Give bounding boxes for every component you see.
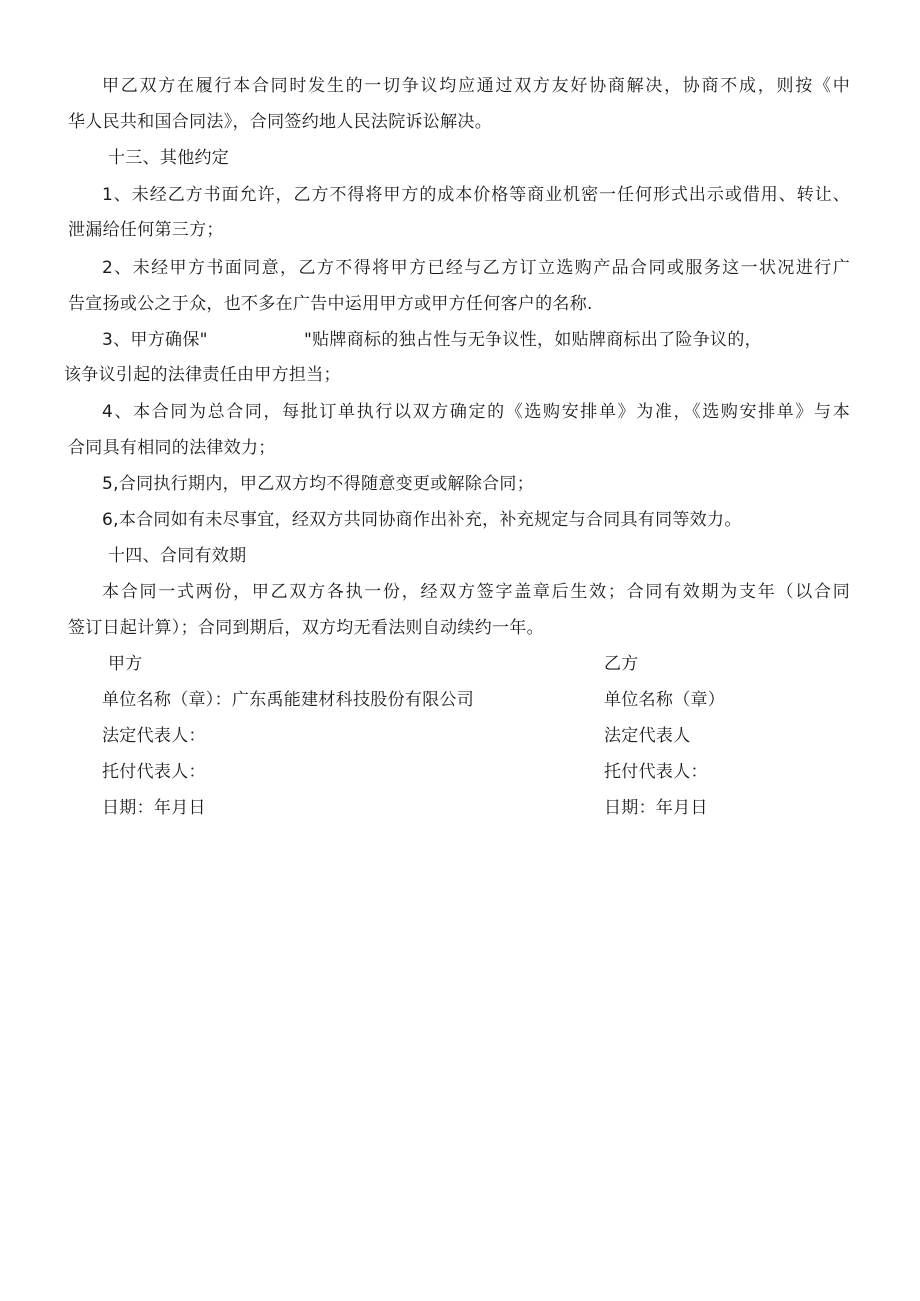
section-14-line-2: 签订日起计算）；合同到期后，双方均无看法则自动续约一年。: [68, 618, 544, 638]
party-a-unit-name: 单位名称（章）：广东禹能建材科技股份有限公司: [102, 690, 475, 710]
dispute-paragraph-line-2: 华人民共和国合同法》，合同签约地人民法院诉讼解决。: [68, 112, 492, 132]
clause-5: 5,合同执行期内，甲乙双方均不得随意变更或解除合同；: [102, 474, 535, 494]
party-b-agent: 托付代表人：: [604, 762, 708, 782]
party-a-date: 日期：年月日: [102, 798, 206, 818]
clause-1-line-1: 1、未经乙方书面允许，乙方不得将甲方的成本价格等商业机密一任何形式出示或借用、转让、: [102, 185, 850, 205]
party-a-agent: 托付代表人：: [102, 762, 206, 782]
section-13-heading: 十三、其他约定: [108, 148, 230, 168]
clause-6: 6,本合同如有未尽事宜，经双方共同协商作出补充，补充规定与合同具有同等效力。: [102, 510, 742, 530]
party-b-date: 日期：年月日: [604, 798, 708, 818]
dispute-paragraph-line-1: 甲乙双方在履行本合同时发生的一切争议均应通过双方友好协商解决，协商不成，则按《中: [102, 76, 850, 96]
clause-4-line-1: 4、本合同为总合同，每批订单执行以双方确定的《选购安排单》为准，《选购安排单》与本: [102, 402, 850, 422]
section-14-heading: 十四、合同有效期: [108, 546, 247, 566]
section-14-line-1: 本合同一式两份，甲乙双方各执一份，经双方签字盖章后生效；合同有效期为支年（以合同: [102, 582, 850, 602]
clause-3-line-1-start: 3、甲方确保": [102, 330, 208, 350]
party-b-legal-rep: 法定代表人: [604, 726, 691, 746]
clause-2-line-1: 2、未经甲方书面同意，乙方不得将甲方已经与乙方订立选购产品合同或服务这一状况进行广: [102, 258, 850, 278]
clause-2-line-2: 告宣扬或公之于众，也不多在广告中运用甲方或甲方任何客户的名称.: [68, 294, 593, 314]
party-b-unit-name: 单位名称（章）: [604, 690, 726, 710]
clause-1-line-2: 泄漏给任何第三方；: [68, 220, 224, 240]
clause-4-line-2: 合同具有相同的法律效力；: [68, 438, 276, 458]
party-a-title: 甲方: [108, 654, 143, 674]
party-b-title: 乙方: [604, 654, 639, 674]
party-a-legal-rep: 法定代表人：: [102, 726, 206, 746]
clause-3-line-2: 该争议引起的法律责任由甲方担当；: [64, 365, 341, 385]
clause-3-line-1-end: "贴牌商标的独占性与无争议性，如贴牌商标出了险争议的，: [304, 330, 762, 350]
